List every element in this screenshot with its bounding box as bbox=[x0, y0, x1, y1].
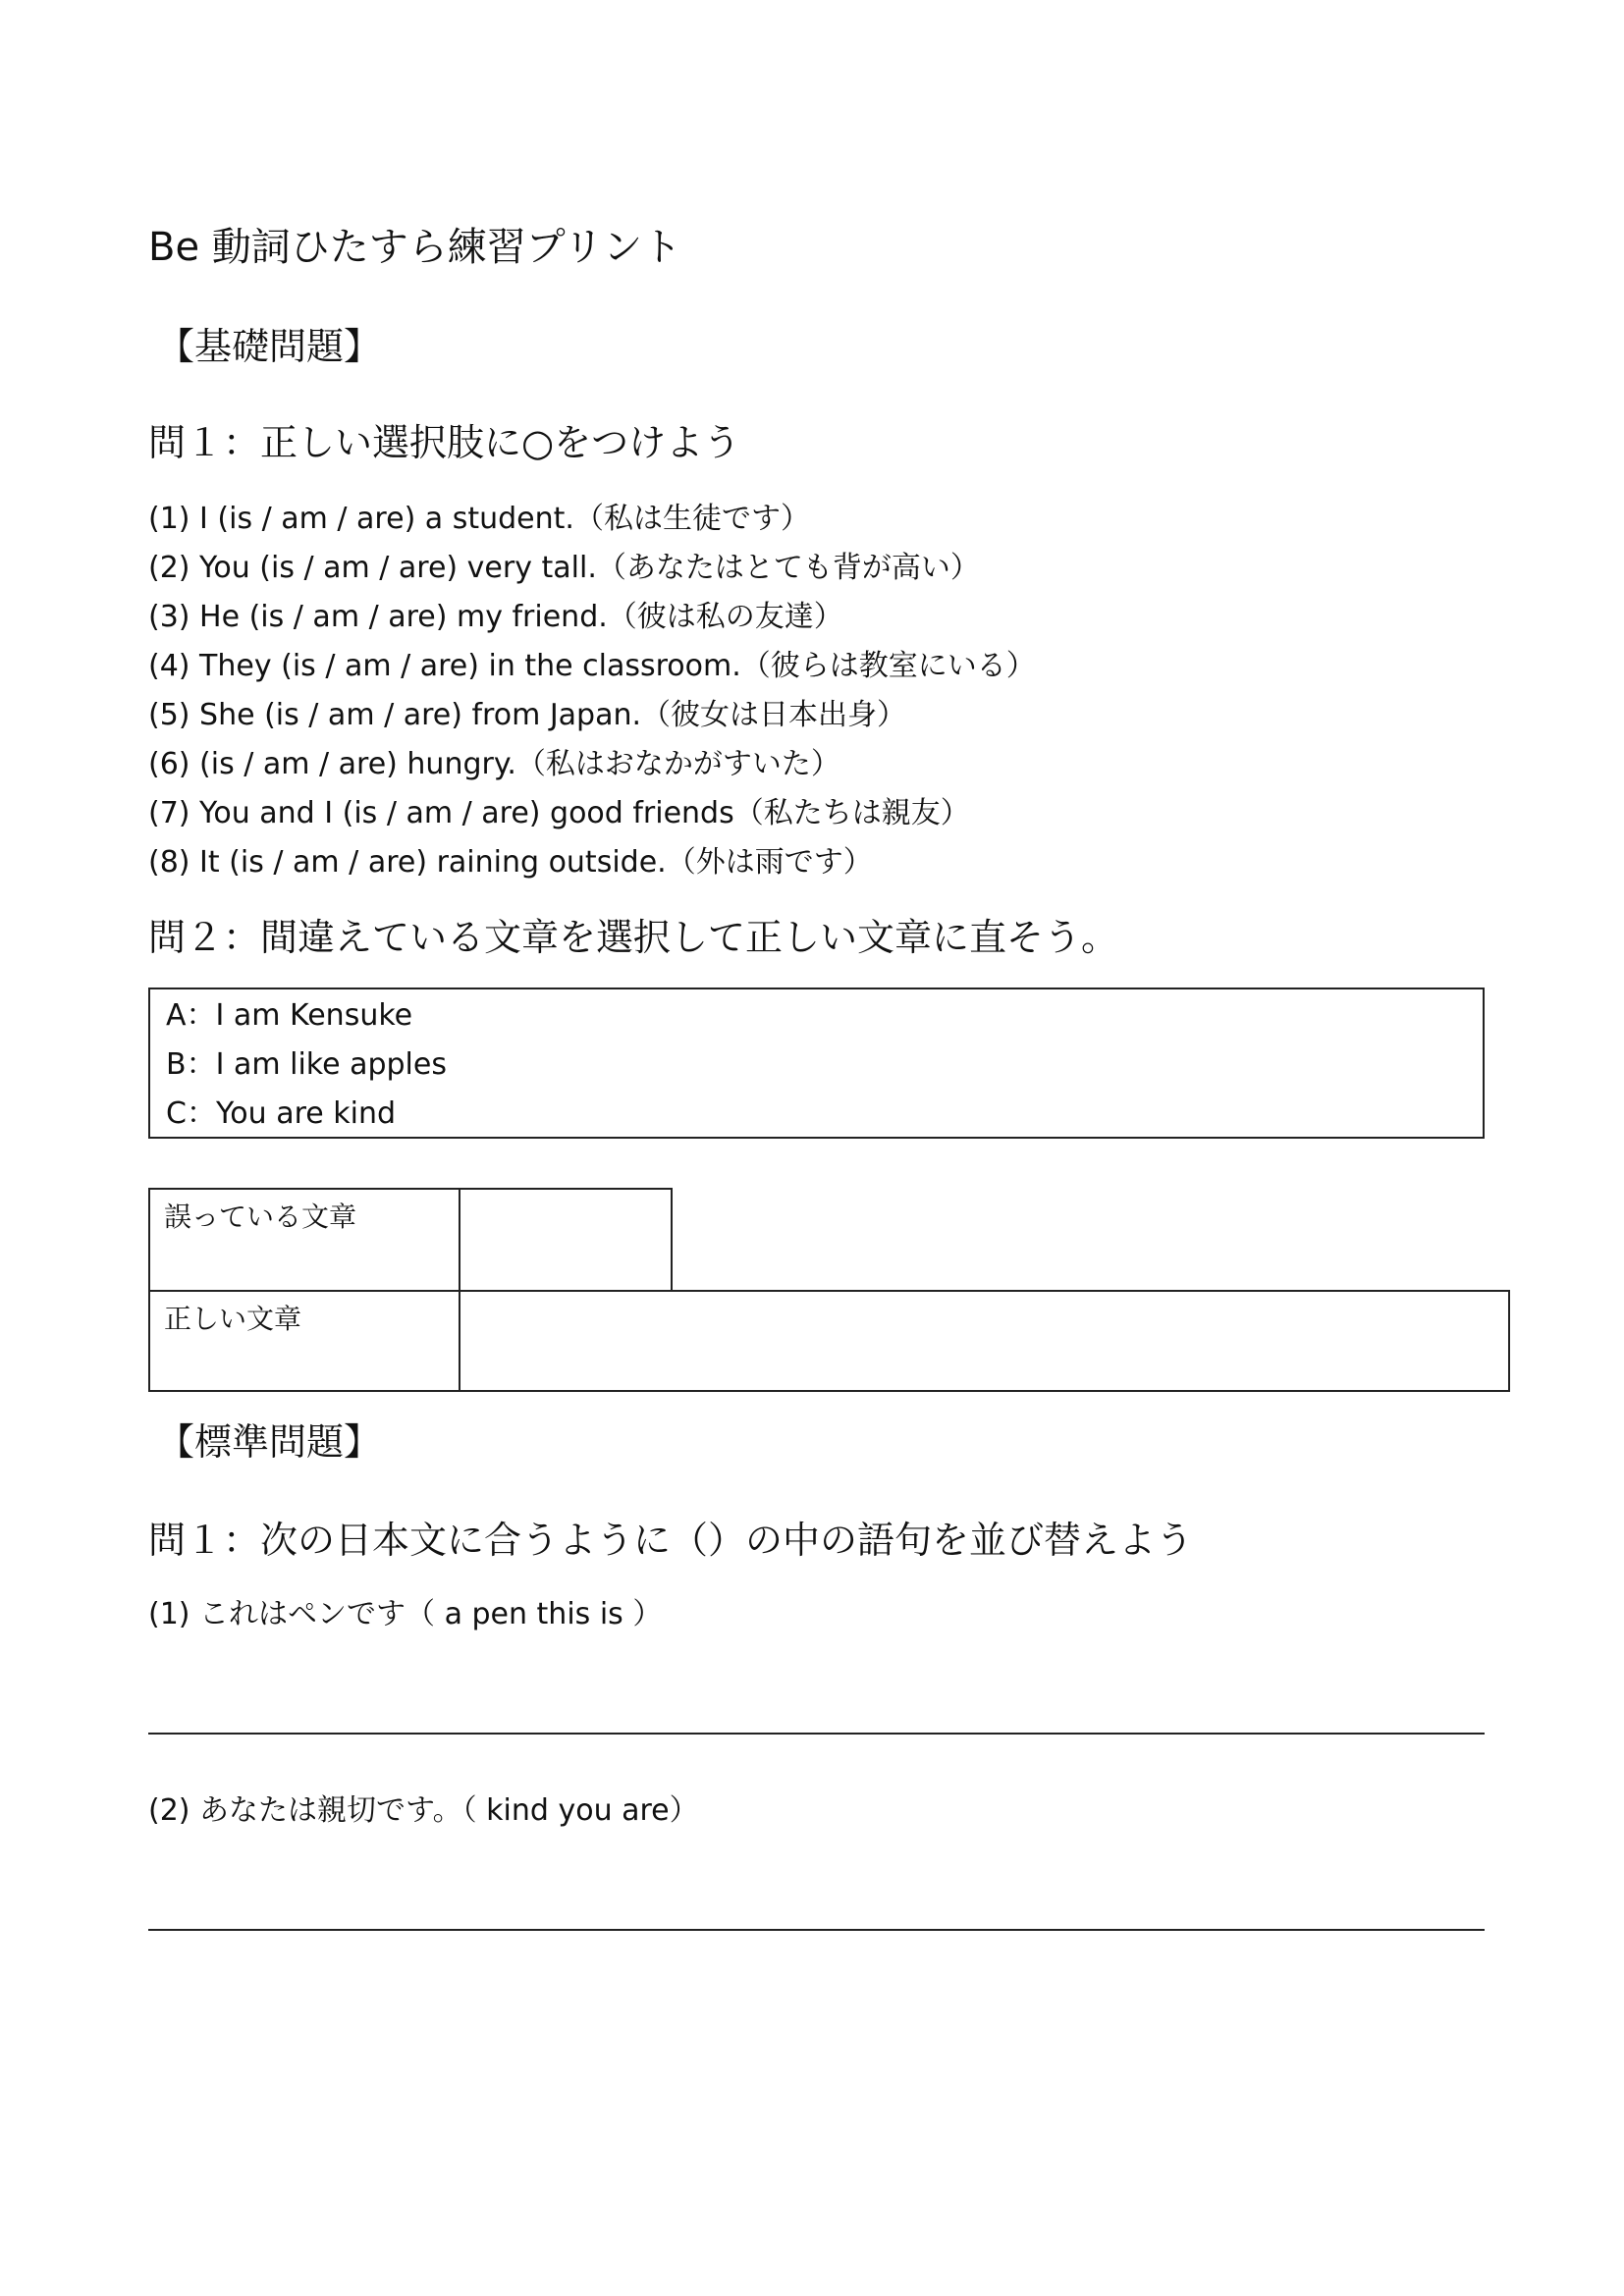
option-c: C：You are kind bbox=[166, 1096, 397, 1131]
option-a: A：I am Kensuke bbox=[166, 998, 413, 1033]
basic-q1-heading: 問１：正しい選択肢に○をつけよう bbox=[148, 421, 741, 464]
options-box bbox=[148, 988, 1485, 1139]
basic-section-heading: 【基礎問題】 bbox=[157, 325, 382, 368]
standard-q1-item-1: (1) これはペンです（ a pen this is ） bbox=[148, 1597, 663, 1631]
basic-q1-item-2: (2) You (is / am / are) very tall.（あなたはとても背が高い） bbox=[148, 551, 980, 585]
wrong-sentence-label-cell bbox=[148, 1188, 460, 1292]
basic-q1-item-8: (8) It (is / am / are) raining outside.（外は雨です） bbox=[148, 845, 873, 880]
basic-q1-item-1: (1) I (is / am / are) a student.（私は生徒です） bbox=[148, 502, 810, 536]
worksheet-title: Be 動詞ひたすら練習プリント bbox=[148, 225, 682, 270]
basic-q1-item-4: (4) They (is / am / are) in the classroom.（彼らは教室にいる） bbox=[148, 649, 1036, 683]
basic-q1-item-6: (6) (is / am / are) hungry.（私はおなかがすいた） bbox=[148, 747, 840, 781]
answer-line-2[interactable] bbox=[148, 1929, 1485, 1931]
correct-sentence-label: 正しい文章 bbox=[164, 1303, 302, 1335]
answer-line-1[interactable] bbox=[148, 1733, 1485, 1735]
basic-q1-item-7: (7) You and I (is / am / are) good friends（私たちは親友） bbox=[148, 796, 970, 830]
basic-q2-heading: 問２：間違えている文章を選択して正しい文章に直そう。 bbox=[148, 916, 1119, 959]
basic-q1-item-5: (5) She (is / am / are) from Japan.（彼女は日本出身） bbox=[148, 698, 907, 732]
standard-q1-heading: 問１：次の日本文に合うように（）の中の語句を並び替えよう bbox=[148, 1519, 1194, 1562]
standard-section-heading: 【標準問題】 bbox=[157, 1420, 382, 1464]
correct-sentence-label-cell bbox=[148, 1290, 460, 1392]
wrong-sentence-label: 誤っている文章 bbox=[164, 1201, 357, 1233]
option-b: B：I am like apples bbox=[166, 1047, 447, 1082]
standard-q1-item-2: (2) あなたは親切です。（ kind you are） bbox=[148, 1793, 699, 1828]
basic-q1-item-3: (3) He (is / am / are) my friend.（彼は私の友達） bbox=[148, 600, 843, 634]
correct-sentence-answer-cell[interactable] bbox=[459, 1290, 1510, 1392]
wrong-sentence-answer-cell[interactable] bbox=[459, 1188, 673, 1292]
